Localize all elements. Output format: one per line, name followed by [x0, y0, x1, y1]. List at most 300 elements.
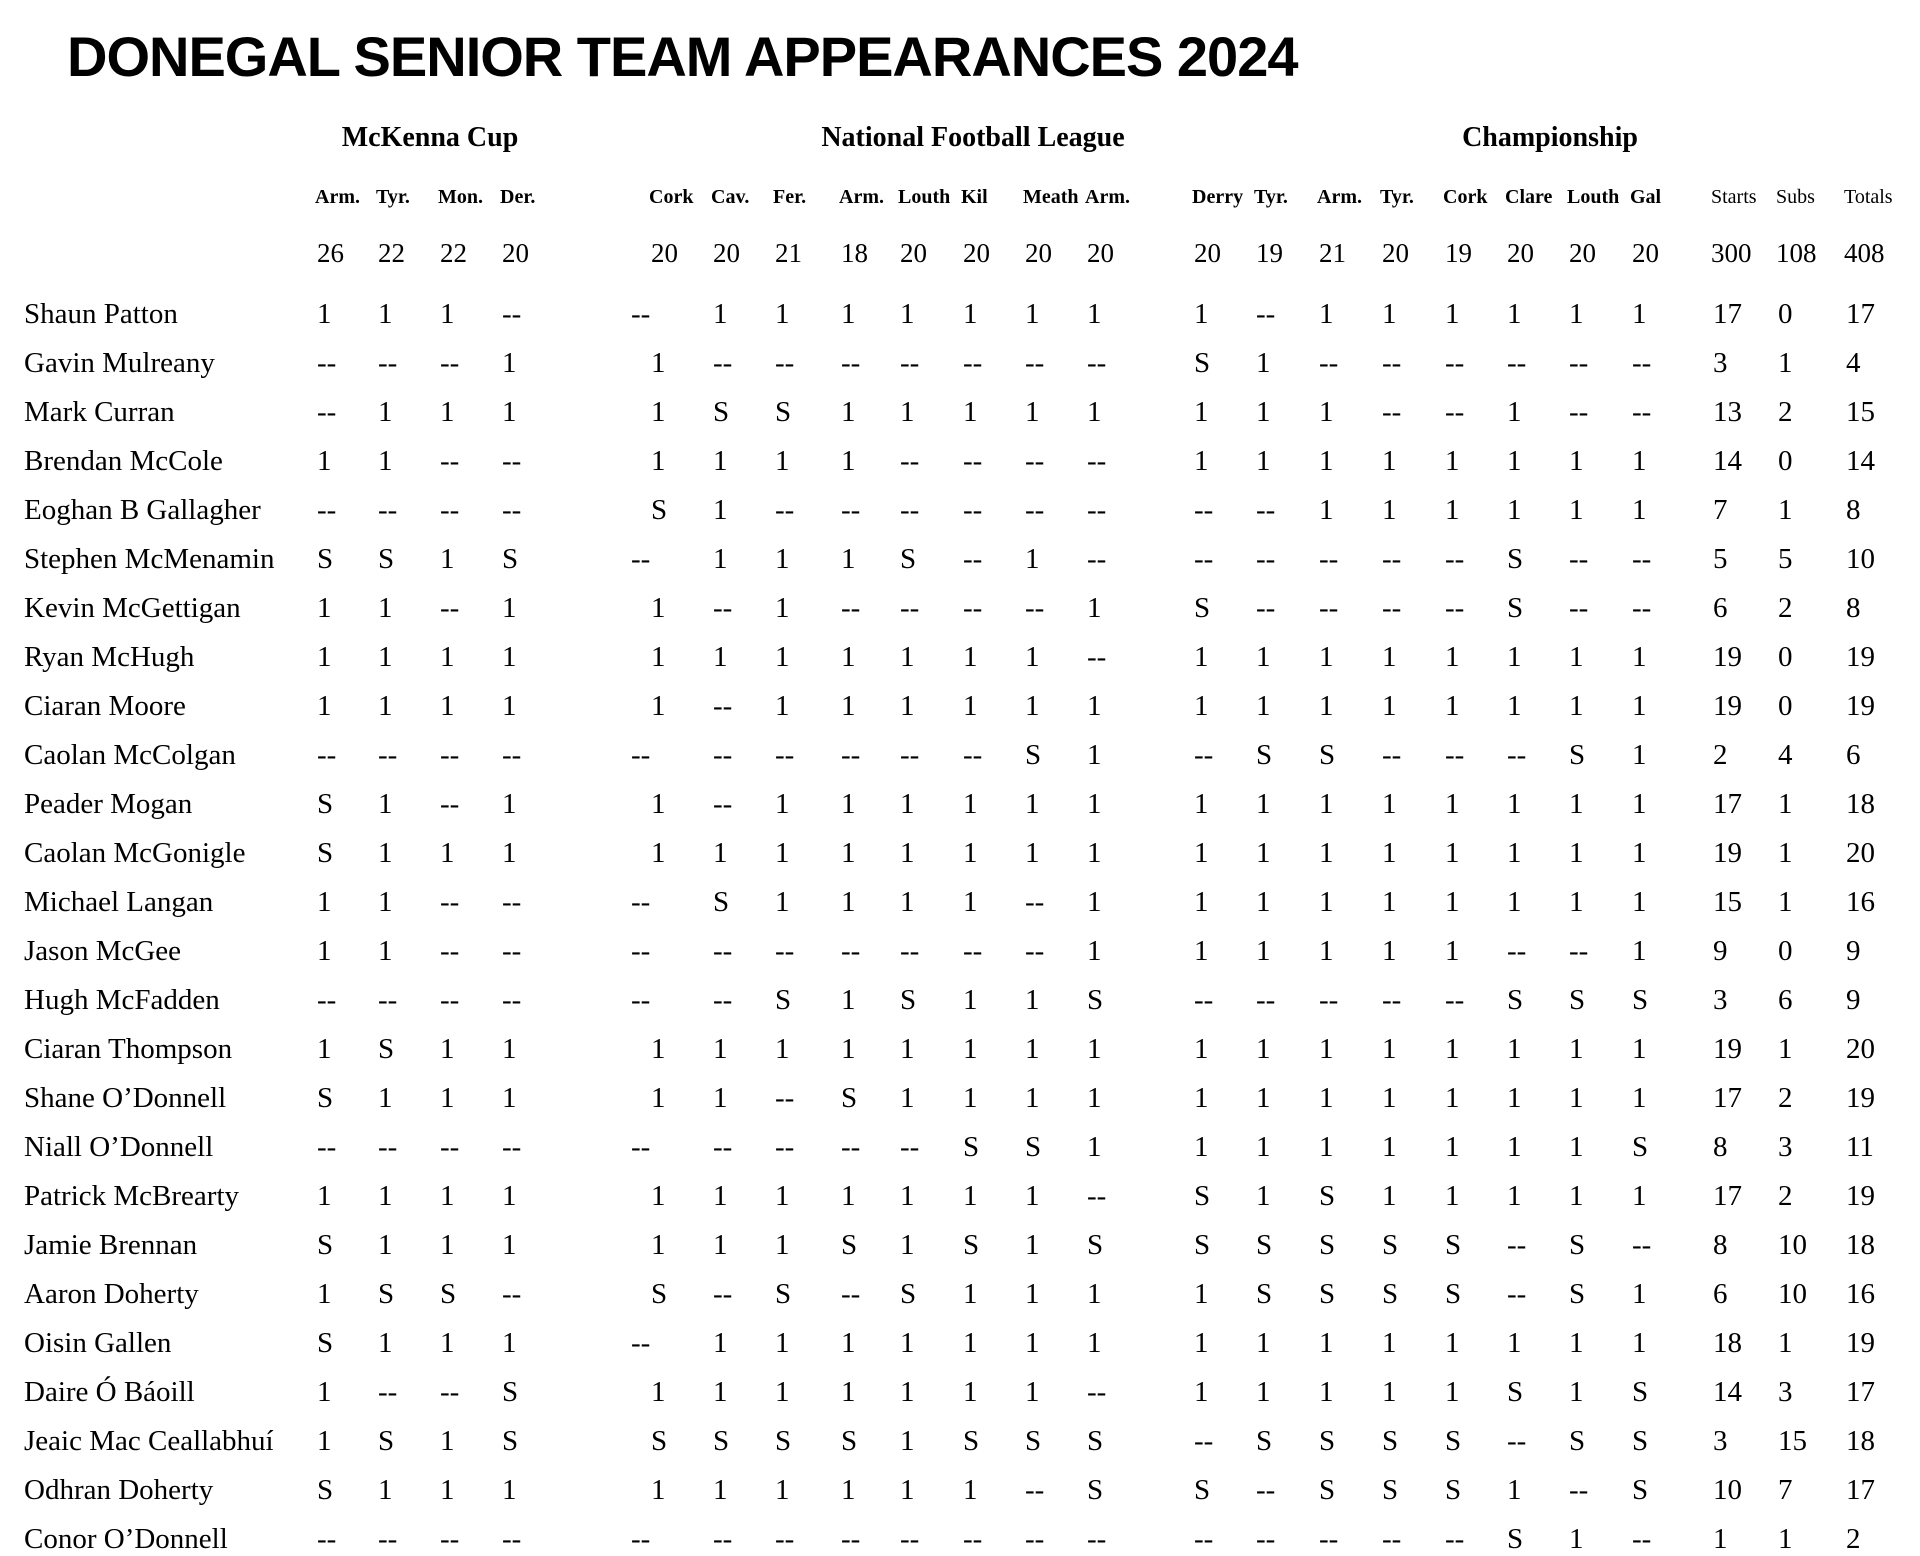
player-name: Caolan McGonigle — [24, 837, 246, 869]
total-count: 6 — [1846, 739, 1861, 771]
appearance-cell: S — [317, 1082, 334, 1114]
appearance-cell: -- — [1319, 984, 1339, 1016]
fixture-opponent-header: Mon. — [438, 186, 483, 208]
appearance-cell: S — [1319, 739, 1336, 771]
appearance-cell: 1 — [1256, 1376, 1271, 1408]
appearance-cell: 1 — [1087, 690, 1102, 722]
total-count: 18 — [1846, 788, 1875, 820]
appearance-cell: -- — [1445, 1523, 1465, 1555]
fixture-opponent-header: Louth — [1567, 186, 1620, 208]
appearance-cell: S — [775, 396, 792, 428]
appearance-cell: 1 — [1445, 1180, 1460, 1212]
appearance-cell: 1 — [775, 690, 790, 722]
appearance-cell: S — [651, 1425, 668, 1457]
appearance-cell: -- — [1087, 494, 1107, 526]
appearance-cell: 1 — [1632, 1278, 1647, 1310]
appearance-cell: -- — [1382, 592, 1402, 624]
appearance-cell: 1 — [378, 690, 393, 722]
appearance-cell: 1 — [1632, 739, 1647, 771]
appearance-cell: -- — [317, 1131, 337, 1163]
player-name: Conor O’Donnell — [24, 1523, 228, 1555]
appearance-cell: 1 — [775, 788, 790, 820]
appearance-cell: -- — [713, 1278, 733, 1310]
appearance-cell: -- — [378, 1131, 398, 1163]
starts-count: 19 — [1713, 1033, 1742, 1065]
appearance-cell: -- — [713, 739, 733, 771]
fixture-opponent-header: Tyr. — [1380, 186, 1414, 208]
appearance-cell: 1 — [651, 788, 666, 820]
subs-count: 1 — [1778, 1033, 1793, 1065]
appearance-cell: 1 — [1194, 641, 1209, 673]
appearance-cell: 1 — [1632, 837, 1647, 869]
total-count: 17 — [1846, 1376, 1875, 1408]
appearance-cell: 1 — [1569, 298, 1584, 330]
player-name: Ryan McHugh — [24, 641, 195, 673]
appearance-cell: -- — [1632, 1229, 1652, 1261]
appearance-cell: 1 — [651, 1474, 666, 1506]
subs-count: 5 — [1778, 543, 1793, 575]
appearance-cell: -- — [440, 1523, 460, 1555]
appearance-cell: -- — [631, 543, 651, 575]
appearance-cell: -- — [1507, 347, 1527, 379]
player-name: Caolan McColgan — [24, 739, 236, 771]
appearance-cell: 1 — [440, 396, 455, 428]
appearance-cell: -- — [1445, 347, 1465, 379]
total-count: 16 — [1846, 886, 1875, 918]
appearance-cell: -- — [440, 347, 460, 379]
appearance-cell: 1 — [841, 641, 856, 673]
appearance-cell: 1 — [963, 837, 978, 869]
appearance-cell: 1 — [1382, 1180, 1397, 1212]
fixture-opponent-header: Clare — [1505, 186, 1553, 208]
appearance-cell: 1 — [841, 298, 856, 330]
appearance-cell: 1 — [440, 690, 455, 722]
total-count: 19 — [1846, 1180, 1875, 1212]
appearance-cell: -- — [1382, 1523, 1402, 1555]
appearance-cell: 1 — [713, 445, 728, 477]
appearance-cell: -- — [775, 1523, 795, 1555]
player-name: Peader Mogan — [24, 788, 193, 820]
summary-total: 108 — [1776, 238, 1817, 268]
appearance-cell: 1 — [963, 298, 978, 330]
total-count: 8 — [1846, 494, 1861, 526]
appearance-cell: -- — [1256, 494, 1276, 526]
appearance-cell: -- — [502, 984, 522, 1016]
appearance-cell: -- — [631, 1131, 651, 1163]
appearance-cell: 1 — [1445, 641, 1460, 673]
appearance-cell: -- — [1319, 347, 1339, 379]
player-name: Ciaran Moore — [24, 690, 186, 722]
appearance-cell: 1 — [317, 298, 332, 330]
appearance-cell: 1 — [1194, 445, 1209, 477]
appearance-cell: 1 — [713, 1327, 728, 1359]
player-name: Stephen McMenamin — [24, 543, 275, 575]
appearance-cell: -- — [841, 1131, 861, 1163]
fixture-opponent-header: Derry — [1192, 186, 1244, 208]
appearance-cell: -- — [502, 298, 522, 330]
appearance-cell: -- — [1087, 1376, 1107, 1408]
starts-count: 17 — [1713, 1082, 1742, 1114]
player-name: Odhran Doherty — [24, 1474, 214, 1506]
appearance-cell: -- — [963, 592, 983, 624]
starts-count: 19 — [1713, 690, 1742, 722]
total-count: 17 — [1846, 1474, 1875, 1506]
total-count: 10 — [1846, 543, 1875, 575]
appearance-cell: 1 — [1632, 886, 1647, 918]
appearance-cell: 1 — [1382, 1327, 1397, 1359]
total-count: 19 — [1846, 1327, 1875, 1359]
appearance-cell: -- — [841, 1278, 861, 1310]
appearance-cell: 1 — [713, 543, 728, 575]
subs-count: 1 — [1778, 1523, 1793, 1555]
fixture-score: 20 — [1507, 238, 1534, 268]
starts-count: 6 — [1713, 1278, 1728, 1310]
appearance-cell: 1 — [1632, 641, 1647, 673]
appearance-cell: 1 — [775, 1474, 790, 1506]
appearance-cell: 1 — [963, 690, 978, 722]
starts-count: 5 — [1713, 543, 1728, 575]
subs-count: 4 — [1778, 739, 1793, 771]
appearance-cell: 1 — [900, 1327, 915, 1359]
appearance-cell: 1 — [1507, 1474, 1522, 1506]
starts-count: 2 — [1713, 739, 1728, 771]
appearance-cell: -- — [841, 739, 861, 771]
appearance-cell: 1 — [1569, 1180, 1584, 1212]
subs-count: 6 — [1778, 984, 1793, 1016]
appearance-cell: 1 — [1025, 984, 1040, 1016]
appearance-cell: S — [317, 1474, 334, 1506]
appearance-cell: -- — [1087, 1180, 1107, 1212]
appearance-cell: 1 — [502, 347, 517, 379]
fixture-score: 22 — [440, 238, 467, 268]
appearance-cell: 1 — [1445, 1131, 1460, 1163]
appearance-cell: 1 — [651, 1229, 666, 1261]
appearance-cell: 1 — [502, 1082, 517, 1114]
appearance-cell: 1 — [1569, 1082, 1584, 1114]
appearance-cell: S — [1194, 592, 1211, 624]
fixture-opponent-header: Kil — [961, 186, 988, 208]
appearance-cell: 1 — [775, 592, 790, 624]
appearance-cell: 1 — [1319, 1082, 1334, 1114]
appearance-cell: 1 — [651, 445, 666, 477]
appearance-cell: -- — [1569, 935, 1589, 967]
appearance-cell: 1 — [963, 984, 978, 1016]
appearance-cell: S — [1256, 1278, 1273, 1310]
appearance-cell: S — [1194, 1180, 1211, 1212]
starts-count: 14 — [1713, 1376, 1742, 1408]
appearance-cell: 1 — [1382, 690, 1397, 722]
appearance-cell: 1 — [502, 788, 517, 820]
appearance-cell: 1 — [1025, 1376, 1040, 1408]
appearance-cell: S — [317, 788, 334, 820]
appearance-cell: 1 — [1632, 298, 1647, 330]
appearance-cell: -- — [1632, 592, 1652, 624]
subs-count: 0 — [1778, 445, 1793, 477]
appearance-cell: 1 — [1507, 298, 1522, 330]
appearance-cell: S — [1025, 1425, 1042, 1457]
appearance-cell: -- — [963, 543, 983, 575]
appearance-cell: 1 — [1256, 1327, 1271, 1359]
appearance-cell: S — [378, 1278, 395, 1310]
appearance-cell: 1 — [1382, 1131, 1397, 1163]
appearance-cell: -- — [713, 935, 733, 967]
appearance-cell: 1 — [1194, 1131, 1209, 1163]
appearance-cell: 1 — [1382, 837, 1397, 869]
appearance-cell: -- — [1507, 1229, 1527, 1261]
appearance-cell: -- — [775, 347, 795, 379]
fixture-score: 20 — [1382, 238, 1409, 268]
appearance-cell: -- — [775, 1082, 795, 1114]
subs-count: 2 — [1778, 396, 1793, 428]
appearance-cell: -- — [502, 1131, 522, 1163]
appearance-cell: 1 — [1445, 837, 1460, 869]
appearance-cell: 1 — [317, 1425, 332, 1457]
appearance-cell: S — [1445, 1474, 1462, 1506]
subs-count: 3 — [1778, 1131, 1793, 1163]
appearance-cell: -- — [1256, 984, 1276, 1016]
appearance-cell: 1 — [1087, 788, 1102, 820]
appearance-cell: -- — [713, 984, 733, 1016]
appearance-cell: -- — [1087, 347, 1107, 379]
player-name: Niall O’Donnell — [24, 1131, 214, 1163]
appearance-cell: 1 — [1569, 1523, 1584, 1555]
appearance-cell: S — [1632, 1131, 1649, 1163]
fixture-score: 20 — [713, 238, 740, 268]
total-count: 9 — [1846, 935, 1861, 967]
appearance-cell: -- — [900, 445, 920, 477]
appearance-cell: 1 — [1025, 298, 1040, 330]
subs-count: 10 — [1778, 1278, 1807, 1310]
appearance-cell: 1 — [440, 1474, 455, 1506]
appearance-cell: S — [317, 543, 334, 575]
appearance-cell: S — [1319, 1425, 1336, 1457]
appearance-cell: S — [1507, 592, 1524, 624]
appearance-cell: 1 — [378, 788, 393, 820]
appearance-cell: 1 — [502, 1180, 517, 1212]
appearance-cell: 1 — [1507, 1180, 1522, 1212]
player-name: Jason McGee — [24, 935, 182, 967]
appearance-cell: -- — [1025, 1523, 1045, 1555]
summary-header: Subs — [1776, 186, 1815, 208]
appearance-cell: 1 — [775, 837, 790, 869]
appearance-cell: S — [1632, 1474, 1649, 1506]
appearance-cell: S — [1507, 543, 1524, 575]
appearance-cell: -- — [1445, 592, 1465, 624]
appearance-cell: S — [900, 1278, 917, 1310]
appearance-cell: -- — [1087, 641, 1107, 673]
player-name: Mark Curran — [24, 396, 175, 428]
appearance-cell: S — [1507, 984, 1524, 1016]
starts-count: 6 — [1713, 592, 1728, 624]
starts-count: 3 — [1713, 1425, 1728, 1457]
appearance-cell: -- — [900, 1523, 920, 1555]
player-name: Hugh McFadden — [24, 984, 220, 1016]
appearance-cell: S — [1087, 1229, 1104, 1261]
appearance-cell: 1 — [651, 690, 666, 722]
appearance-cell: 1 — [1445, 1327, 1460, 1359]
appearance-cell: 1 — [378, 1082, 393, 1114]
appearance-cell: 1 — [1507, 641, 1522, 673]
appearance-cell: 1 — [1025, 1327, 1040, 1359]
appearance-cell: 1 — [1569, 837, 1584, 869]
appearance-cell: 1 — [378, 641, 393, 673]
appearance-cell: 1 — [1087, 1131, 1102, 1163]
appearance-cell: -- — [317, 396, 337, 428]
appearance-cell: 1 — [1256, 396, 1271, 428]
appearance-cell: -- — [1256, 298, 1276, 330]
appearance-cell: 1 — [1507, 788, 1522, 820]
appearance-cell: 1 — [841, 984, 856, 1016]
appearance-cell: 1 — [651, 641, 666, 673]
appearance-cell: 1 — [841, 445, 856, 477]
fixture-opponent-header: Arm. — [1317, 186, 1362, 208]
appearance-cell: 1 — [1445, 935, 1460, 967]
appearance-cell: -- — [317, 1523, 337, 1555]
appearance-cell: 1 — [1507, 886, 1522, 918]
player-name: Michael Langan — [24, 886, 214, 918]
appearance-cell: -- — [963, 739, 983, 771]
appearance-cell: -- — [502, 1523, 522, 1555]
appearance-cell: -- — [1025, 592, 1045, 624]
appearance-cell: 1 — [963, 788, 978, 820]
appearance-cell: 1 — [440, 298, 455, 330]
appearance-cell: 1 — [1025, 788, 1040, 820]
appearance-cell: -- — [378, 347, 398, 379]
appearance-cell: 1 — [1087, 1033, 1102, 1065]
appearance-cell: 1 — [963, 1082, 978, 1114]
appearance-cell: 1 — [1632, 935, 1647, 967]
appearance-cell: -- — [900, 592, 920, 624]
appearance-cell: 1 — [841, 396, 856, 428]
fixture-score: 20 — [1569, 238, 1596, 268]
appearance-cell: -- — [502, 1278, 522, 1310]
appearance-cell: S — [1632, 984, 1649, 1016]
appearance-cell: 1 — [317, 445, 332, 477]
appearance-cell: 1 — [1382, 1033, 1397, 1065]
appearance-cell: -- — [841, 1523, 861, 1555]
player-name: Shaun Patton — [24, 298, 178, 330]
appearance-cell: -- — [1507, 935, 1527, 967]
appearance-cell: 1 — [317, 641, 332, 673]
appearance-cell: -- — [378, 984, 398, 1016]
total-count: 15 — [1846, 396, 1875, 428]
appearance-cell: 1 — [440, 1033, 455, 1065]
appearance-cell: 1 — [1087, 886, 1102, 918]
appearance-cell: S — [1025, 1131, 1042, 1163]
appearance-cell: S — [317, 1229, 334, 1261]
fixture-score: 20 — [963, 238, 990, 268]
appearance-cell: 1 — [502, 1327, 517, 1359]
appearance-cell: S — [1319, 1278, 1336, 1310]
appearance-cell: -- — [440, 445, 460, 477]
appearance-cell: S — [1382, 1229, 1399, 1261]
appearance-cell: -- — [1382, 396, 1402, 428]
appearance-cell: S — [1569, 1229, 1586, 1261]
appearance-cell: -- — [1445, 739, 1465, 771]
appearance-cell: -- — [775, 935, 795, 967]
appearance-cell: 1 — [1445, 1082, 1460, 1114]
appearance-cell: S — [1569, 1278, 1586, 1310]
appearance-cell: -- — [963, 494, 983, 526]
appearance-cell: S — [900, 543, 917, 575]
appearance-cell: 1 — [1025, 690, 1040, 722]
appearance-cell: 1 — [1025, 1229, 1040, 1261]
appearance-cell: -- — [713, 788, 733, 820]
appearance-cell: S — [1025, 739, 1042, 771]
starts-count: 14 — [1713, 445, 1742, 477]
starts-count: 8 — [1713, 1229, 1728, 1261]
subs-count: 3 — [1778, 1376, 1793, 1408]
appearance-cell: S — [900, 984, 917, 1016]
appearance-cell: S — [1319, 1474, 1336, 1506]
starts-count: 19 — [1713, 837, 1742, 869]
appearance-cell: 1 — [713, 1033, 728, 1065]
subs-count: 10 — [1778, 1229, 1807, 1261]
appearance-cell: 1 — [378, 1229, 393, 1261]
appearance-cell: 1 — [1256, 1180, 1271, 1212]
appearance-cell: -- — [631, 1327, 651, 1359]
appearance-cell: 1 — [1569, 788, 1584, 820]
appearance-cell: 1 — [1445, 1033, 1460, 1065]
competition-heading: National Football League — [821, 122, 1125, 153]
appearance-cell: -- — [502, 445, 522, 477]
appearance-cell: 1 — [317, 1376, 332, 1408]
total-count: 19 — [1846, 641, 1875, 673]
appearance-cell: S — [317, 1327, 334, 1359]
appearance-cell: 1 — [1256, 837, 1271, 869]
appearance-cell: 1 — [1319, 298, 1334, 330]
player-name: Aaron Doherty — [24, 1278, 199, 1310]
subs-count: 0 — [1778, 935, 1793, 967]
appearance-cell: -- — [1569, 543, 1589, 575]
appearance-cell: S — [440, 1278, 457, 1310]
appearance-cell: 1 — [963, 1180, 978, 1212]
appearance-cell: S — [841, 1229, 858, 1261]
appearance-cell: -- — [1445, 984, 1465, 1016]
player-name: Jeaic Mac Ceallabhuí — [24, 1425, 274, 1457]
appearance-cell: -- — [1256, 1523, 1276, 1555]
appearance-cell: 1 — [1087, 1082, 1102, 1114]
appearance-cell: S — [1569, 1425, 1586, 1457]
appearance-cell: 1 — [502, 396, 517, 428]
fixture-opponent-header: Tyr. — [376, 186, 410, 208]
appearance-cell: -- — [631, 935, 651, 967]
appearance-cell: S — [1382, 1425, 1399, 1457]
subs-count: 7 — [1778, 1474, 1793, 1506]
appearance-cell: 1 — [1445, 690, 1460, 722]
appearance-cell: 1 — [841, 1033, 856, 1065]
appearance-cell: 1 — [1087, 396, 1102, 428]
appearance-cell: 1 — [1256, 788, 1271, 820]
appearance-cell: -- — [841, 494, 861, 526]
appearance-cell: -- — [775, 1131, 795, 1163]
appearance-cell: S — [713, 396, 730, 428]
appearance-cell: 1 — [841, 1327, 856, 1359]
appearance-cell: S — [378, 1033, 395, 1065]
appearance-cell: 1 — [1194, 1278, 1209, 1310]
appearance-cell: -- — [900, 739, 920, 771]
appearance-cell: 1 — [317, 1278, 332, 1310]
subs-count: 0 — [1778, 690, 1793, 722]
appearance-cell: 1 — [1569, 494, 1584, 526]
total-count: 20 — [1846, 1033, 1875, 1065]
player-name: Patrick McBrearty — [24, 1180, 240, 1212]
fixture-opponent-header: Arm. — [315, 186, 360, 208]
appearance-cell: 1 — [1382, 641, 1397, 673]
appearance-cell: S — [1256, 1229, 1273, 1261]
appearance-cell: 1 — [651, 837, 666, 869]
appearance-cell: -- — [1025, 886, 1045, 918]
